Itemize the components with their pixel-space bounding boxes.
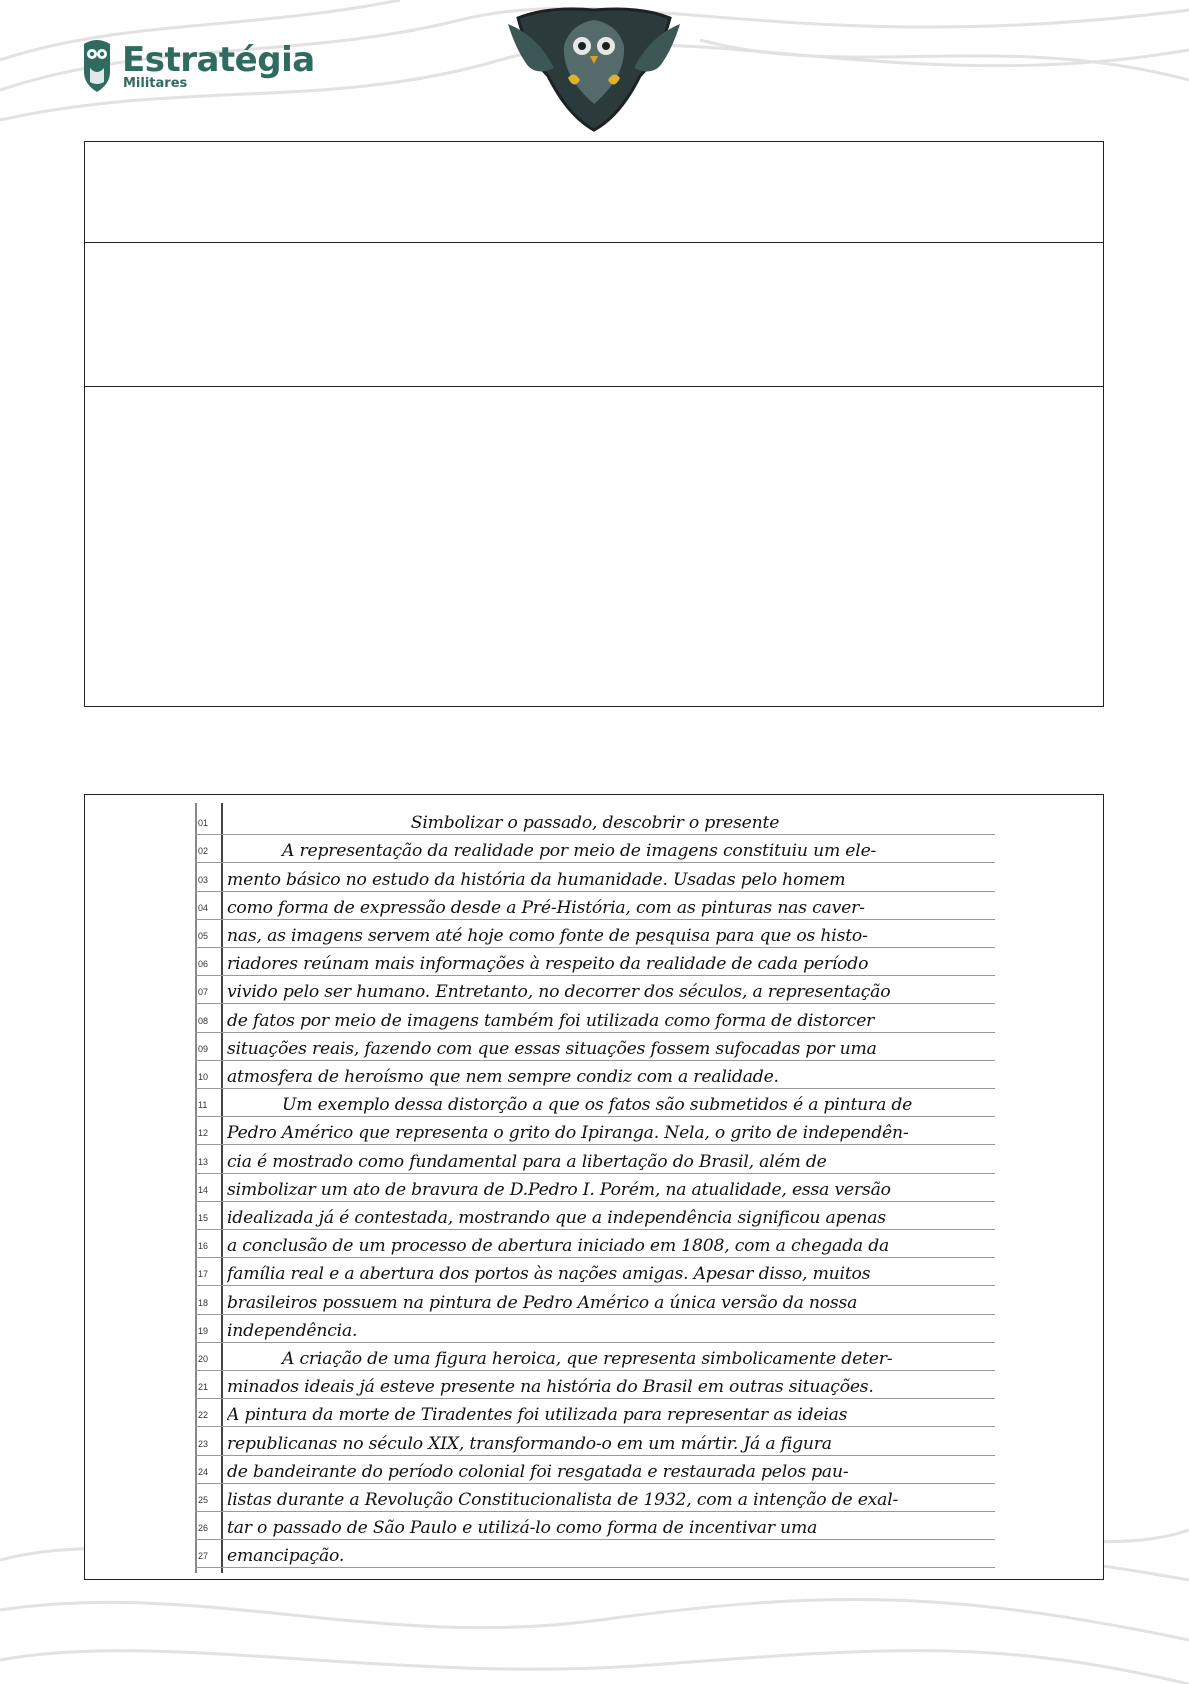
essay-line <box>195 807 995 835</box>
essay-line-text: de fatos por meio de imagens também foi utilizada como forma de distorcer <box>227 1010 875 1031</box>
line-number: 25 <box>198 1494 209 1505</box>
line-number: 16 <box>198 1241 209 1252</box>
line-number: 08 <box>198 1015 209 1026</box>
essay-title: Simbolizar o passado, descobrir o presente <box>410 813 780 834</box>
essay-line-text: A criação de uma figura heroica, que representa simbolicamente deter- <box>282 1348 893 1369</box>
essay-line <box>195 1061 995 1089</box>
essay-line <box>195 920 995 948</box>
essay-line-text: idealizada já é contestada, mostrando que a independência significou apenas <box>227 1207 886 1228</box>
essay-line-text: de bandeirante do período colonial foi resgatada e restaurada pelos pau- <box>227 1461 849 1482</box>
essay-frame <box>84 794 1104 1580</box>
essay-line <box>195 1258 995 1286</box>
essay-line <box>195 1343 995 1371</box>
essay-line <box>195 948 995 976</box>
line-number: 10 <box>198 1071 209 1082</box>
essay-line-text: minados ideais já esteve presente na história do Brasil em outras situações. <box>227 1377 874 1398</box>
line-number: 06 <box>198 959 209 970</box>
line-number: 12 <box>198 1128 209 1139</box>
essay-line <box>195 1315 995 1343</box>
essay-line-text: vivido pelo ser humano. Entretanto, no decorrer dos séculos, a representação <box>227 982 891 1003</box>
line-number: 03 <box>198 874 209 885</box>
essay-line <box>195 1230 995 1258</box>
essay-line-text: situações reais, fazendo com que essas situações fossem sufocadas por uma <box>227 1038 877 1059</box>
brand-subtitle: Militares <box>123 76 188 91</box>
line-number: 21 <box>198 1382 209 1393</box>
essay-line <box>195 1456 995 1484</box>
essay-line <box>195 1004 995 1032</box>
essay-line <box>195 1089 995 1117</box>
line-number: 05 <box>198 930 209 941</box>
line-number: 04 <box>198 902 209 913</box>
line-number: 11 <box>198 1100 208 1111</box>
essay-line-text: emancipação. <box>227 1546 345 1567</box>
essay-line <box>195 1286 995 1314</box>
line-number: 22 <box>198 1410 209 1421</box>
essay-line-text: independência. <box>227 1320 358 1341</box>
essay-line <box>195 1145 995 1173</box>
essay-line-text: a conclusão de um processo de abertura iniciado em 1808, com a chegada da <box>227 1236 890 1257</box>
brand-name: Estratégia <box>122 40 315 80</box>
owl-logo-icon <box>82 38 112 94</box>
line-number: 20 <box>198 1353 209 1364</box>
essay-line-text: atmosfera de heroísmo que nem sempre condiz com a realidade. <box>227 1066 779 1087</box>
essay-line-text: brasileiros possuem na pintura de Pedro Américo a única versão da nossa <box>227 1292 858 1313</box>
line-number: 01 <box>198 818 209 829</box>
essay-line-text: cia é mostrado como fundamental para a libertação do Brasil, além de <box>227 1151 827 1172</box>
essay-line <box>195 1117 995 1145</box>
essay-line-text: família real e a abertura dos portos às nações amigas. Apesar disso, muitos <box>227 1264 871 1285</box>
brand-logo[interactable] <box>82 38 315 96</box>
essay-line <box>195 1174 995 1202</box>
essay-line-text: listas durante a Revolução Constitucionalista de 1932, com a intenção de exal- <box>227 1489 899 1510</box>
essay-line <box>195 1540 995 1568</box>
essay-line <box>195 1427 995 1455</box>
essay-line <box>195 892 995 920</box>
essay-line-text: republicanas no século XIX, transformando-o em um mártir. Já a figura <box>227 1433 832 1454</box>
essay-line <box>195 1033 995 1061</box>
essay-line <box>195 1371 995 1399</box>
line-number: 02 <box>198 846 209 857</box>
header-box-3 <box>84 386 1104 707</box>
essay-line <box>195 863 995 891</box>
essay-line-text: simbolizar um ato de bravura de D.Pedro I. Porém, na atualidade, essa versão <box>227 1179 891 1200</box>
header-box-1 <box>84 141 1104 243</box>
owl-shield-emblem-icon <box>508 6 680 132</box>
line-number: 23 <box>198 1438 209 1449</box>
essay-line <box>195 1484 995 1512</box>
line-number: 27 <box>198 1551 209 1562</box>
essay-line-text: Pedro Américo que representa o grito do Ipiranga. Nela, o grito de independên- <box>227 1123 909 1144</box>
line-number: 19 <box>198 1325 209 1336</box>
line-number: 14 <box>198 1184 209 1195</box>
line-number: 15 <box>198 1212 209 1223</box>
essay-line-text: Um exemplo dessa distorção a que os fatos são submetidos é a pintura de <box>282 1095 913 1116</box>
header-box-2 <box>84 242 1104 387</box>
essay-line-text: A pintura da morte de Tiradentes foi utilizada para representar as ideias <box>227 1405 848 1426</box>
essay-line <box>195 835 995 863</box>
essay-line <box>195 976 995 1004</box>
essay-line <box>195 1399 995 1427</box>
essay-line-text: mento básico no estudo da história da humanidade. Usadas pelo homem <box>227 869 846 890</box>
essay-line-text: A representação da realidade por meio de imagens constituiu um ele- <box>282 841 877 862</box>
essay-sheet <box>195 803 995 1573</box>
line-number: 07 <box>198 987 209 998</box>
line-number: 13 <box>198 1156 209 1167</box>
line-number: 26 <box>198 1523 209 1534</box>
essay-line <box>195 1202 995 1230</box>
line-number: 24 <box>198 1466 209 1477</box>
essay-line-text: tar o passado de São Paulo e utilizá-lo como forma de incentivar uma <box>227 1518 818 1539</box>
essay-line-text: riadores reúnam mais informações à respeito da realidade de cada período <box>227 954 869 975</box>
essay-line <box>195 1512 995 1540</box>
line-number: 09 <box>198 1043 209 1054</box>
essay-line-text: como forma de expressão desde a Pré-História, com as pinturas nas caver- <box>227 897 865 918</box>
line-number: 17 <box>198 1269 209 1280</box>
line-number: 18 <box>198 1297 209 1308</box>
essay-line-text: nas, as imagens servem até hoje como fonte de pesquisa para que os histo- <box>227 925 868 946</box>
